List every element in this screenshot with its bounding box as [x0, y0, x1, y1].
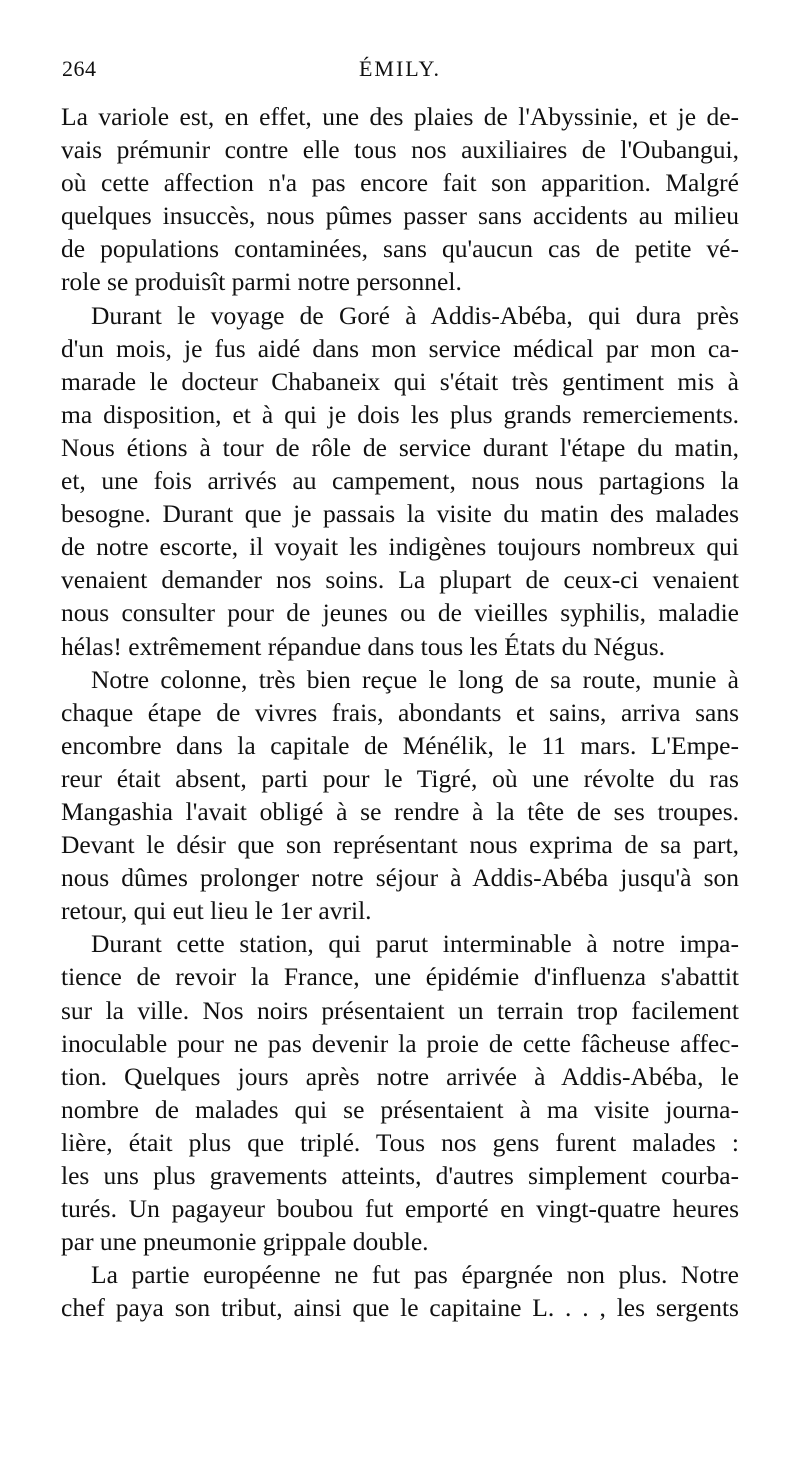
running-title: ÉMILY.: [358, 56, 442, 81]
text-line: où cette affection n'a pas encore fait son apparition. Malgré: [61, 168, 739, 198]
text-line: nous consulter pour de jeunes ou de vieilles syphilis, maladie: [61, 598, 739, 628]
paragraph: [61, 100, 739, 299]
text-line: Durant le voyage de Goré à Addis-Abéba, qui dura près: [91, 300, 739, 330]
text-line: hélas! extrêmement répandue dans tous les États du Négus.: [61, 631, 666, 661]
text-line: ma disposition, et à qui je dois les plus grands remerciements.: [61, 399, 739, 429]
page-number: 264: [62, 56, 97, 81]
text-line: encombre dans la capitale de Ménélik, le 11 mars. L'Empe-: [61, 730, 739, 760]
text-line: lière, était plus que triplé. Tous nos gens furent malades :: [61, 1127, 739, 1157]
text-line: retour, qui eut lieu le 1er avril.: [61, 896, 372, 926]
text-line: La variole est, en effet, une des plaies de l'Abyssinie, et je de-: [61, 102, 739, 131]
text-line: venaient demander nos soins. La plupart de ceux-ci venaient: [61, 565, 739, 595]
text-line: besogne. Durant que je passais la visite du matin des malades: [61, 499, 739, 529]
text-line: marade le docteur Chabaneix qui s'était très gentiment mis à: [61, 366, 739, 396]
text-line: Nous étions à tour de rôle de service durant l'étape du matin,: [61, 432, 739, 462]
text-line: inoculable pour ne pas devenir la proie de cette fâcheuse affec-: [61, 1028, 739, 1058]
body-text: [61, 100, 739, 1324]
text-line: chef paya son tribut, ainsi que le capitaine L. . . , les sergents: [61, 1293, 739, 1323]
text-line: d'un mois, je fus aidé dans mon service médical par mon ca-: [61, 333, 739, 363]
text-line: et, une fois arrivés au campement, nous nous partagions la: [61, 466, 739, 496]
paragraph: [61, 1258, 739, 1324]
text-line: quelques insuccès, nous pûmes passer sans accidents au milieu: [61, 201, 739, 231]
page-header: [62, 56, 738, 90]
text-line: Durant cette station, qui parut interminable à notre impa-: [91, 929, 739, 959]
text-line: tience de revoir la France, une épidémie d'influenza s'abattit: [61, 962, 739, 992]
text-line: reur était absent, parti pour le Tigré, où une révolte du ras: [61, 763, 739, 793]
text-line: sur la ville. Nos noirs présentaient un terrain trop facilement: [61, 995, 739, 1025]
text-line: Devant le désir que son représentant nous exprima de sa part,: [61, 830, 739, 860]
text-line: les uns plus gravements atteints, d'autres simplement courba-: [61, 1161, 739, 1190]
text-line: Mangashia l'avait obligé à se rendre à la tête de ses troupes.: [61, 796, 739, 826]
text-line: de notre escorte, il voyait les indigènes toujours nombreux qui: [61, 532, 739, 562]
text-line: role se produisît parmi notre personnel.: [61, 267, 462, 297]
text-line: vais prémunir contre elle tous nos auxiliaires de l'Oubangui,: [61, 135, 739, 165]
text-line: de populations contaminées, sans qu'aucun cas de petite vé-: [61, 234, 739, 264]
paragraph: [61, 663, 739, 928]
text-line: tion. Quelques jours après notre arrivée à Addis-Abéba, le: [61, 1061, 739, 1091]
text-line: nombre de malades qui se présentaient à ma visite journa-: [61, 1094, 739, 1124]
text-line: Notre colonne, très bien reçue le long de sa route, munie à: [91, 664, 739, 694]
text-line: La partie européenne ne fut pas épargnée non plus. Notre: [91, 1260, 739, 1290]
paragraph: [61, 299, 739, 663]
paragraph: [61, 927, 739, 1258]
text-line: nous dûmes prolonger notre séjour à Addis-Abéba jusqu'à son: [61, 863, 739, 893]
text-line: turés. Un pagayeur boubou fut emporté en vingt-quatre heures: [61, 1194, 739, 1224]
text-line: par une pneumonie grippale double.: [61, 1227, 429, 1257]
text-line: chaque étape de vivres frais, abondants et sains, arriva sans: [61, 697, 739, 727]
